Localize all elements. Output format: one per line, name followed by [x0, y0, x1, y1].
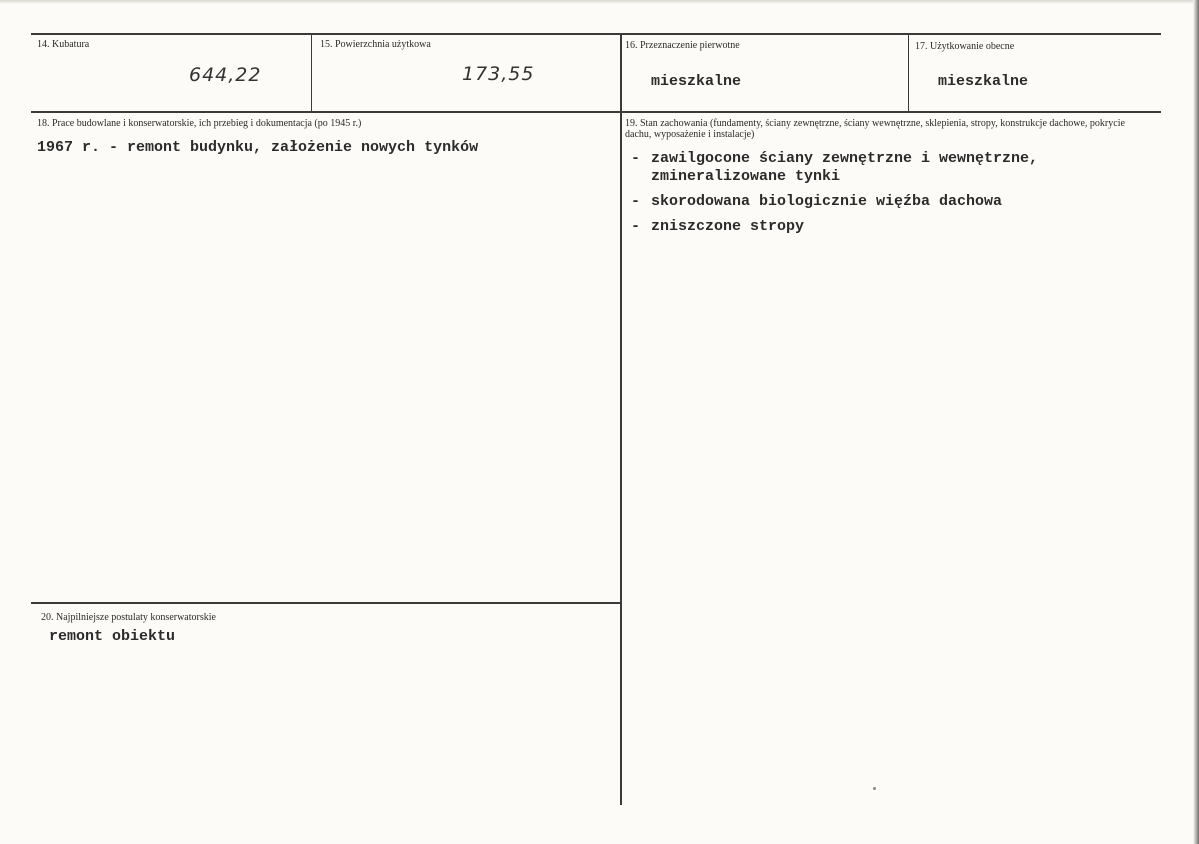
section-20-top-rule	[31, 602, 621, 604]
kubatura-value: 644,22	[189, 64, 262, 86]
paper-top-edge	[0, 0, 1199, 4]
postulaty-value: remont obiektu	[49, 628, 176, 645]
stan-item-text: zniszczone stropy	[651, 218, 805, 235]
uzytkowanie-value: mieszkalne	[938, 73, 1029, 90]
stan-list	[631, 150, 1151, 243]
powierzchnia-value: 173,55	[462, 63, 535, 85]
stan-list-item	[631, 150, 1151, 186]
uzytkowanie-label: 17. Użytkowanie obecne	[915, 41, 1015, 52]
powierzchnia-label: 15. Powierzchnia użytkowa	[320, 39, 431, 50]
paper-speck	[873, 787, 876, 790]
kubatura-label: 14. Kubatura	[37, 39, 90, 50]
prace-label: 18. Prace budowlane i konserwatorskie, ich przebieg i dokumentacja (po 1945 r.)	[37, 118, 362, 129]
postulaty-label: 20. Najpilniejsze postulaty konserwatorskie	[41, 612, 216, 623]
paper-right-edge	[1193, 0, 1199, 844]
col-divider-3	[908, 33, 909, 113]
stan-list-item	[631, 218, 1151, 236]
przeznaczenie-label: 16. Przeznaczenie pierwotne	[625, 40, 740, 51]
col-divider-1	[311, 33, 312, 113]
col-divider-2	[620, 33, 622, 805]
przeznaczenie-value: mieszkalne	[651, 73, 742, 90]
prace-value: 1967 r. - remont budynku, założenie nowych tynków	[37, 139, 479, 156]
stan-item-text: zawilgocone ściany zewnętrzne i wewnętrzne, zmineralizowane tynki	[651, 150, 1039, 185]
stan-item-text: skorodowana biologicznie więźba dachowa	[651, 193, 1003, 210]
top-rule	[31, 33, 1161, 35]
stan-list-item	[631, 193, 1151, 211]
stan-item-dash: -	[631, 218, 641, 235]
stan-label: 19. Stan zachowania (fundamenty, ściany zewnętrzne, ściany wewnętrzne, sklepienia, stropy, konstrukcje dachowe, pokrycie dachu, wyposażenie i instalacje)	[625, 118, 1125, 140]
stan-item-dash: -	[631, 193, 641, 210]
row1-bottom-rule	[31, 111, 1161, 113]
stan-item-dash: -	[631, 150, 641, 167]
